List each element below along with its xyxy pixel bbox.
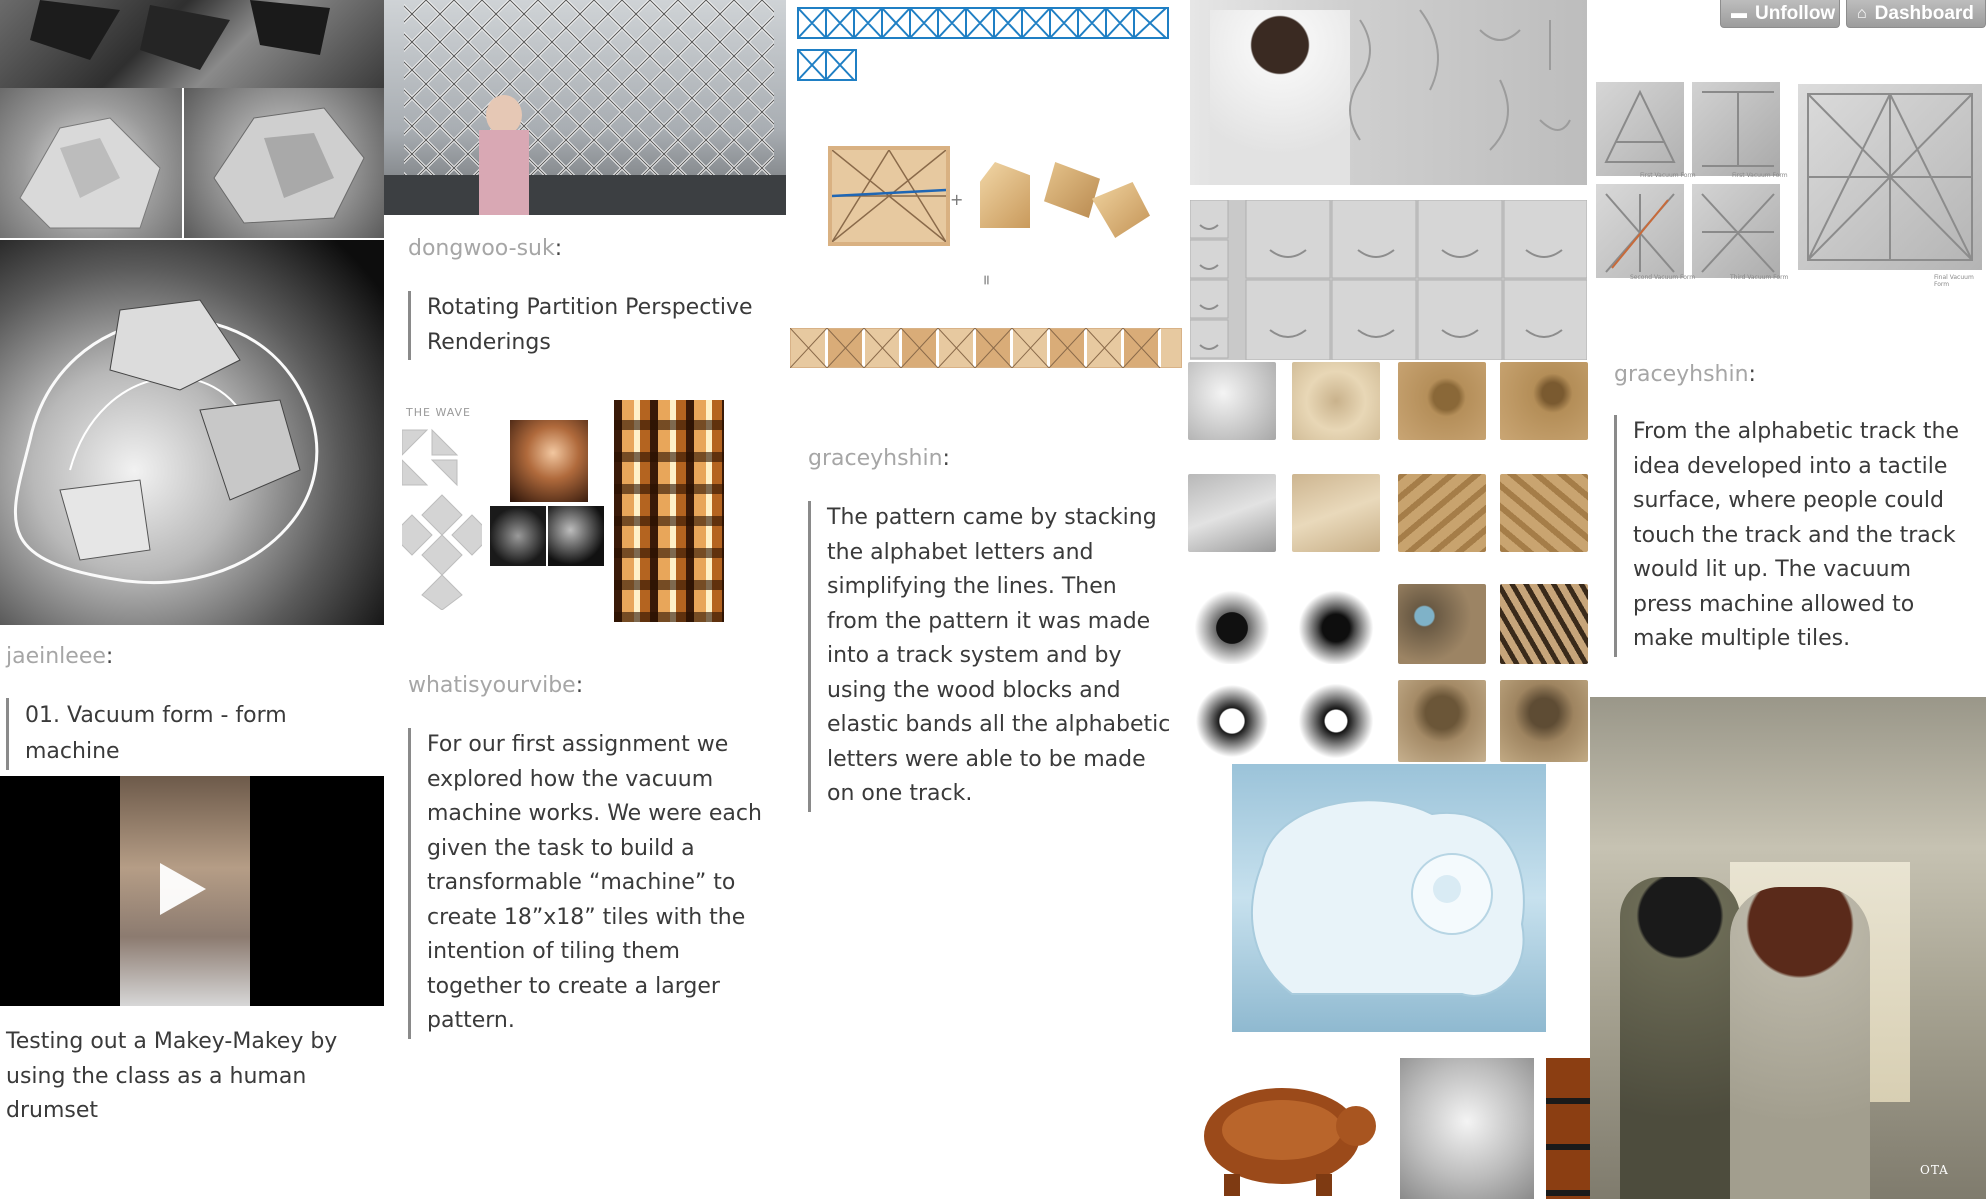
video-player[interactable] (0, 776, 384, 1006)
vacuum-form-label: Third Vacuum Form (1730, 274, 1789, 281)
post-image-wood-frame[interactable] (828, 146, 950, 246)
track-forms-lines (1596, 82, 1784, 284)
post-caption (6, 698, 385, 770)
wood-row-lines (790, 328, 1182, 368)
post-image-wood-row[interactable] (790, 328, 1182, 368)
username-link[interactable]: whatisyourvibe (408, 673, 576, 698)
sculpture-shapes (0, 0, 384, 88)
username-link[interactable]: graceyhshin (808, 446, 943, 471)
wall-relief-lines (1340, 0, 1587, 185)
equals-sign: = (977, 274, 994, 286)
alphabet-track-strip (796, 6, 1176, 82)
post-username[interactable]: jaeinleee: (6, 644, 114, 669)
unfollow-button[interactable] (1720, 0, 1840, 28)
wave-label: THE WAVE (406, 406, 472, 419)
triangle-pattern (402, 420, 482, 610)
post-image-sample-4[interactable] (1500, 362, 1588, 440)
vacuum-form-label: Final Vacuum Form (1934, 274, 1974, 288)
final-form-lines (1798, 84, 1982, 270)
post-image-wood-block[interactable] (980, 162, 1030, 228)
post-image-partition-lab[interactable] (384, 0, 786, 215)
post-image-sculpture-right[interactable] (184, 88, 384, 238)
sculpture-form-left (0, 88, 182, 238)
vacuum-form-label: Second Vacuum Form (1630, 274, 1696, 281)
vacuum-form-label: First Vacuum Form (1640, 172, 1696, 179)
home-icon: ⌂ (1857, 4, 1867, 22)
post-image-sculpture-large[interactable] (0, 240, 384, 625)
dashboard-label: Dashboard (1874, 2, 1974, 24)
post-image-vacuum-form-final[interactable] (1798, 84, 1982, 270)
sculpture-form-right (184, 88, 384, 238)
post-image-wave-diagram[interactable] (402, 420, 482, 610)
post-image-sample-13[interactable] (1188, 680, 1276, 762)
post-image-sample-3[interactable] (1398, 362, 1486, 440)
post-caption (1614, 415, 1973, 657)
post-image-sample-8[interactable] (1500, 474, 1588, 552)
post-image-sculpture-top[interactable] (0, 0, 384, 88)
post-image-sample-15[interactable] (1398, 680, 1486, 762)
post-caption (408, 728, 772, 1039)
play-icon[interactable] (160, 863, 206, 915)
post-image-sample-16[interactable] (1500, 680, 1588, 762)
post-image-wave-dark-1[interactable] (490, 506, 546, 566)
post-image-face-tiles[interactable] (1190, 200, 1587, 360)
post-image-sample-14[interactable] (1292, 680, 1380, 762)
post-image-sample-11[interactable] (1398, 584, 1486, 664)
person-right (1730, 887, 1870, 1199)
post-caption (808, 501, 1172, 812)
post-image-sample-5[interactable] (1188, 474, 1276, 552)
post-image-blue-letters[interactable] (796, 6, 1176, 82)
partition-lattice (384, 0, 786, 215)
pig-relief (1232, 764, 1546, 1032)
username-link[interactable]: dongwoo-suk (408, 236, 555, 261)
caption-text: 01. Vacuum form - form machine (25, 703, 287, 764)
post-image-tactile-wall[interactable] (1190, 0, 1587, 185)
post-image-sample-12[interactable] (1500, 584, 1588, 664)
post-image-studio-photo[interactable] (1590, 697, 1986, 1199)
post-username[interactable]: graceyhshin: (1614, 362, 1756, 387)
post-image-vacuum-forms-small[interactable] (1596, 82, 1784, 284)
plus-sign: + (950, 190, 964, 209)
post-image-sample-7[interactable] (1398, 474, 1486, 552)
post-image-sample-9[interactable] (1188, 584, 1276, 664)
post-image-brown-pig[interactable] (1196, 1074, 1380, 1199)
post-image-wave-sunset[interactable] (510, 420, 588, 502)
post-image-sample-10[interactable] (1292, 584, 1380, 664)
post-username[interactable]: graceyhshin: (808, 446, 950, 471)
unfollow-label: Unfollow (1755, 2, 1836, 24)
caption-text: Testing out a Makey-Makey by using the class as a human drumset (6, 1029, 338, 1123)
caption-text: For our first assignment we explored how the vacuum machine works. We were each given the task to build a transformable “machine” to create 18”x18” tiles with the intention of tiling them together to create a larger pattern. (427, 732, 762, 1033)
caption-text: From the alphabetic track the idea developed into a tactile surface, where people could touch the track and the track would lit up. The vacuum press machine allowed to make multiple tiles. (1633, 419, 1959, 651)
signature-logo: OTA (1920, 1163, 1949, 1177)
username-link[interactable]: graceyhshin (1614, 362, 1749, 387)
caption-text: Rotating Partition Perspective Renderings (427, 295, 753, 355)
vacuum-form-label: First Vacuum Form (1732, 172, 1788, 179)
vacuum-form-sculpture (0, 240, 384, 625)
post-image-white-pig[interactable] (1400, 1058, 1534, 1199)
brown-pig-shape (1196, 1074, 1380, 1199)
post-username[interactable]: dongwoo-suk: (408, 236, 563, 261)
person-left (1620, 877, 1740, 1199)
post-image-sample-1[interactable] (1188, 362, 1276, 440)
post-image-wave-pattern[interactable] (614, 400, 724, 622)
dashboard-button[interactable] (1846, 0, 1986, 28)
post-image-pig-series[interactable] (1546, 1058, 1590, 1199)
person-figure (1210, 10, 1350, 185)
face-tile-grid (1190, 200, 1587, 360)
post-image-sample-2[interactable] (1292, 362, 1380, 440)
post-image-wood-blocks-2[interactable] (1044, 162, 1150, 238)
caption-text: The pattern came by stacking the alphabet letters and simplifying the lines. Then from the pattern it was made into a track system and by using the wood blocks and elastic bands all the alphabetic letters were able to be made on one track. (827, 505, 1171, 806)
post-image-wave-dark-2[interactable] (548, 506, 604, 566)
post-image-blue-pig[interactable] (1232, 764, 1546, 1032)
minus-icon: ▬ (1731, 4, 1747, 22)
post-image-sample-6[interactable] (1292, 474, 1380, 552)
post-image-sculpture-left[interactable] (0, 88, 182, 238)
track-lines (832, 150, 946, 242)
post-username[interactable]: whatisyourvibe: (408, 673, 584, 698)
post-caption (6, 1025, 366, 1129)
username-link[interactable]: jaeinleee (6, 644, 106, 669)
post-caption (408, 291, 757, 360)
